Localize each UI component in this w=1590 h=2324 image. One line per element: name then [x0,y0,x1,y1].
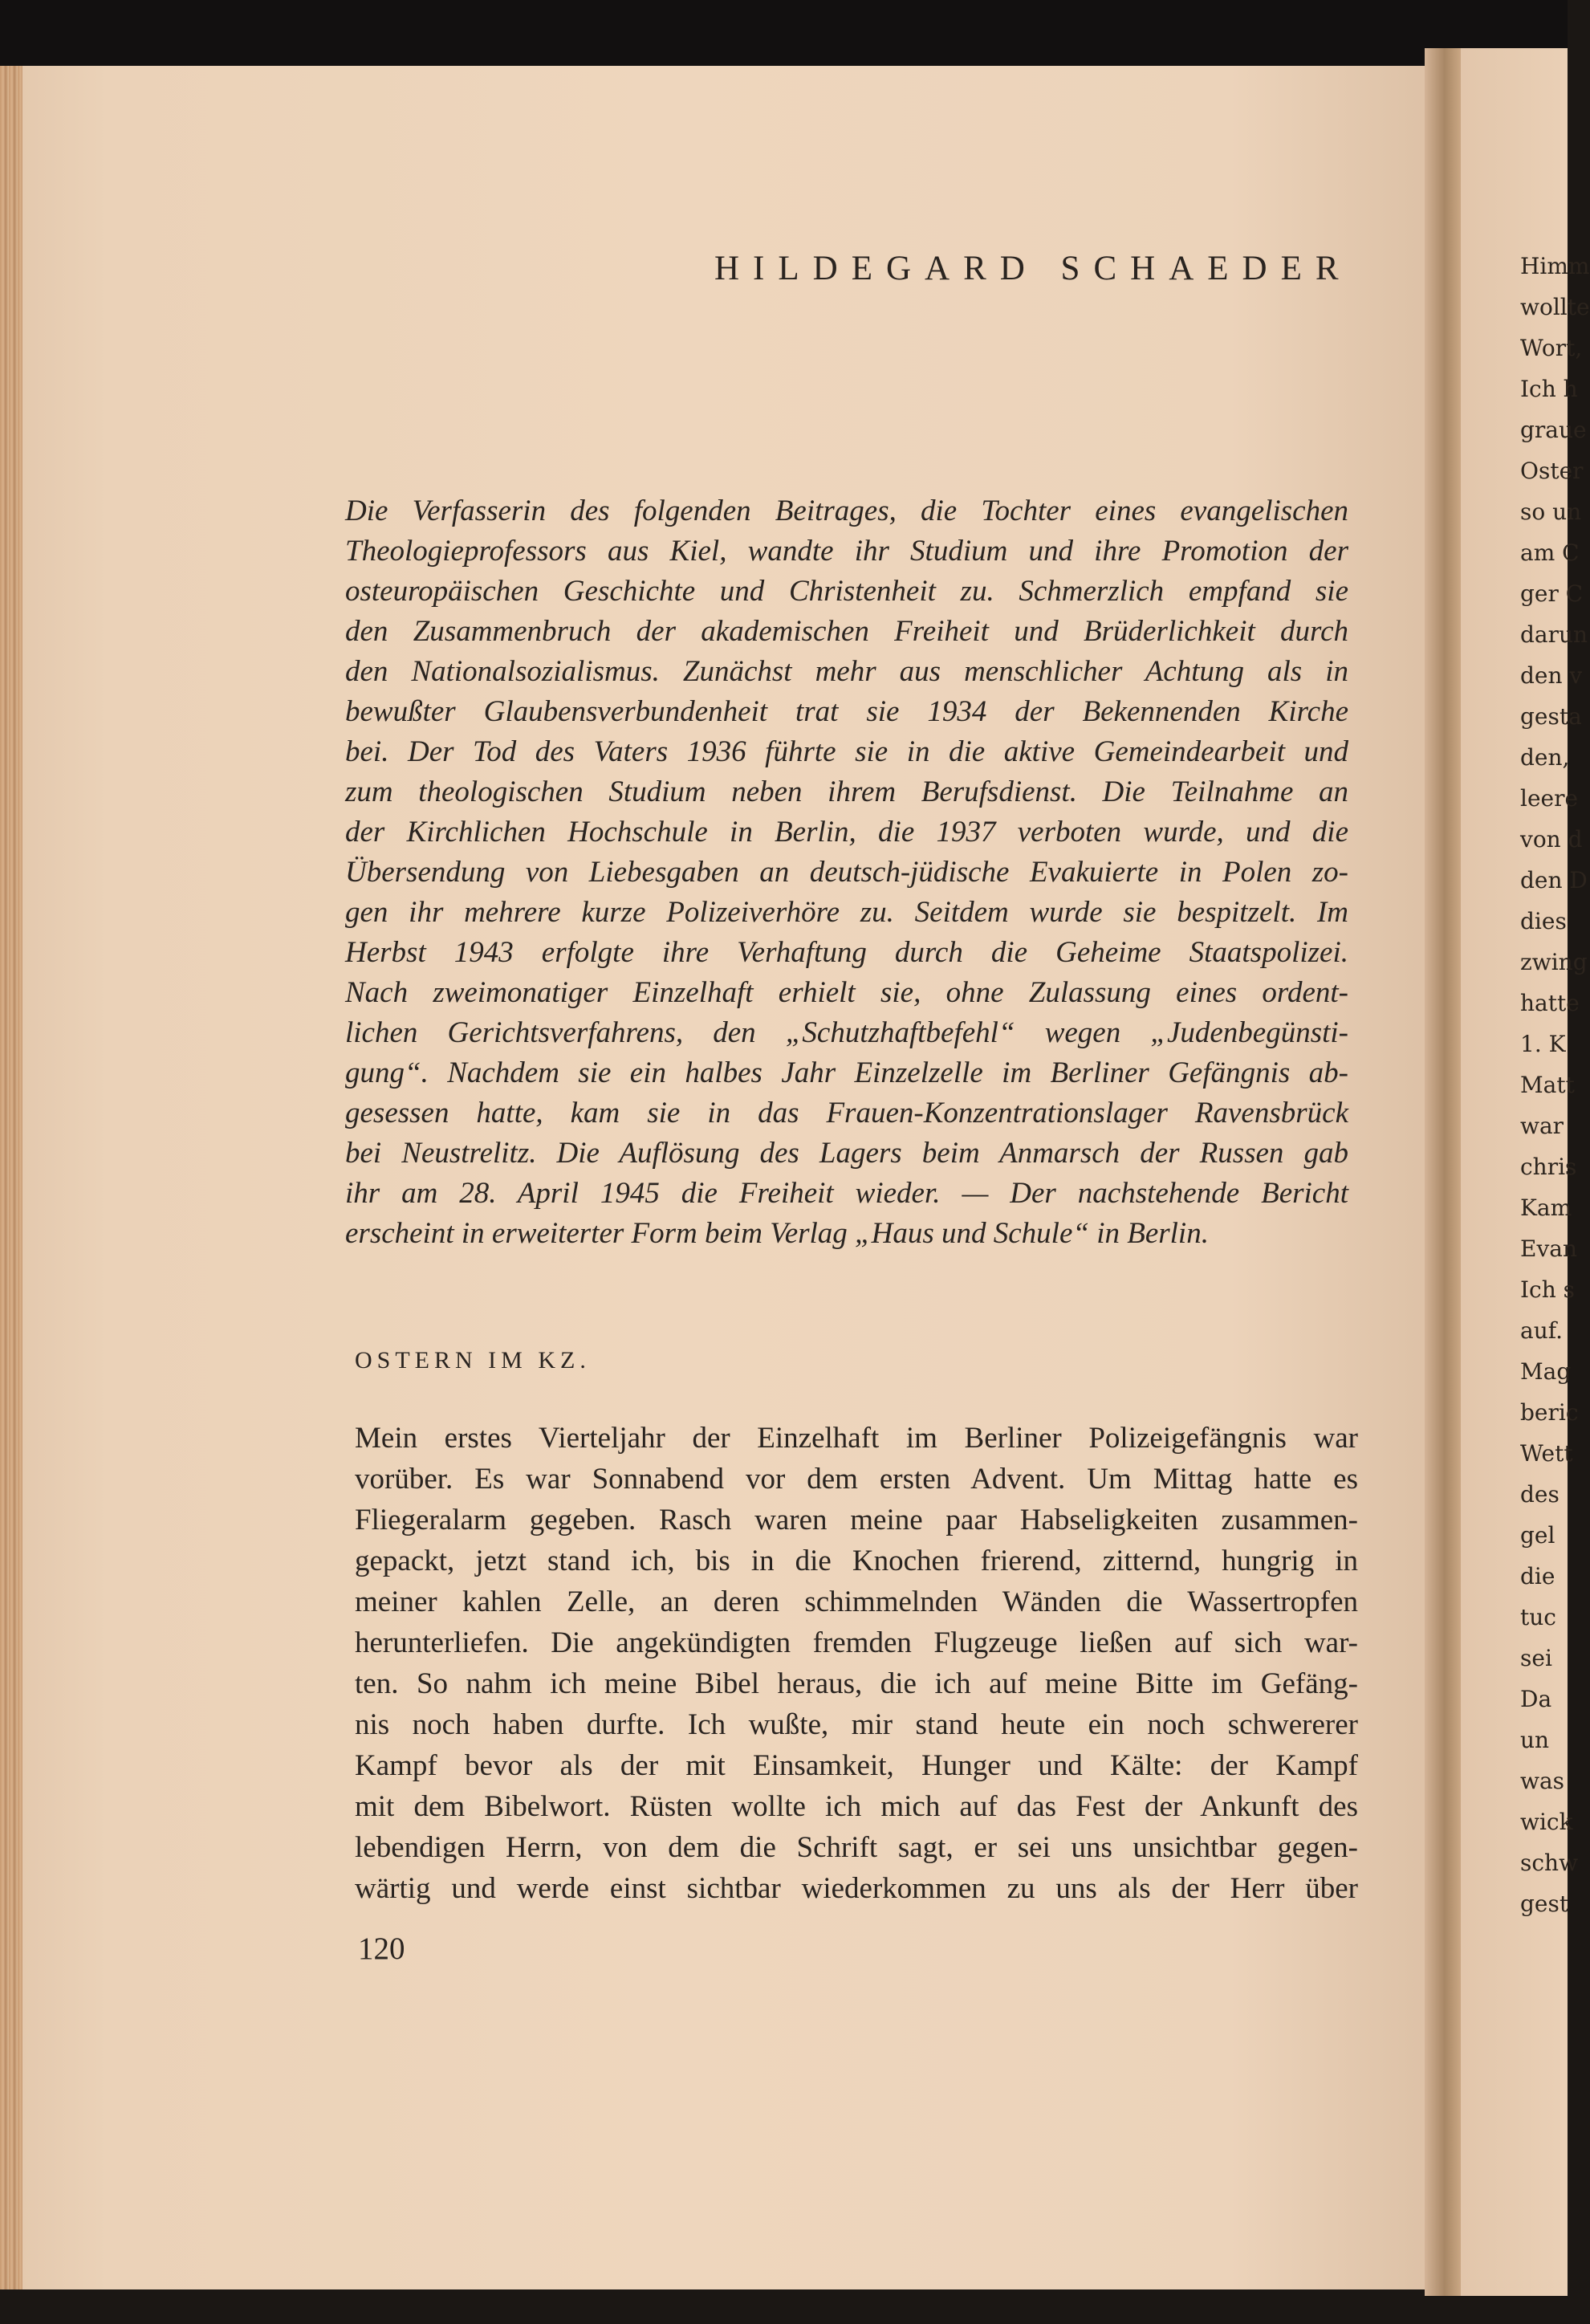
facing-page-fragment: graue [1520,417,1587,443]
intro-paragraph [345,491,1348,1254]
facing-page-fragment: den, [1520,744,1570,771]
text-line: Theologieprofessors aus Kiel, wandte ihr Studium und ihre Promotion der [345,535,1348,568]
facing-page-fragment: des [1520,1481,1560,1508]
facing-page-fragment: auf. [1520,1317,1563,1344]
facing-page-fragment: tuc [1520,1604,1556,1630]
facing-page-fragment: un [1520,1727,1550,1753]
facing-page-fragment: leere [1520,785,1579,812]
facing-page-fragment: Kam [1520,1195,1572,1221]
running-header: HILDEGARD SCHAEDER [714,250,1352,287]
text-line: osteuropäischen Geschichte und Christenheit zu. Schmerzlich empfand sie [345,575,1348,608]
text-line: gung“. Nachdem sie ein halbes Jahr Einzelzelle im Berliner Gefängnis ab- [345,1056,1348,1089]
facing-page-fragment: von d [1520,826,1583,853]
facing-page-fragment: chris [1520,1154,1577,1180]
facing-page-fragment: gel [1520,1522,1555,1549]
text-line: der Kirchlichen Hochschule in Berlin, die 1937 verboten wurde, und die [345,816,1348,849]
text-line: gepackt, jetzt stand ich, bis in die Knochen frierend, zitternd, hungrig in [355,1545,1358,1577]
facing-page-fragment: den D [1520,867,1588,893]
facing-page-fragment: sei [1520,1645,1552,1671]
facing-page-fragment: am C [1520,539,1580,566]
text-line: lichen Gerichtsverfahrens, den „Schutzhaftbefehl“ wegen „Judenbegünsti- [345,1016,1348,1049]
facing-page-fragment: ger C [1520,580,1584,607]
facing-page-fragment: Mag [1520,1358,1572,1385]
facing-page-fragment: dies [1520,908,1567,934]
background-top [0,0,1568,74]
text-line: den Nationalsozialismus. Zunächst mehr aus menschlicher Achtung als in [345,655,1348,688]
facing-page-fragment: Ich h [1520,376,1578,402]
facing-page-fragment: wollte [1520,294,1590,320]
facing-page-fragment: Oster [1520,458,1584,484]
facing-page-fragment: die [1520,1563,1555,1589]
text-line: gesessen hatte, kam sie in das Frauen-Konzentrationslager Ravensbrück [345,1097,1348,1129]
section-title: OSTERN IM KZ. [355,1347,591,1374]
facing-page-fragment: Ich s [1520,1276,1576,1303]
text-line: Herbst 1943 erfolgte ihre Verhaftung durch die Geheime Staatspolizei. [345,936,1348,969]
text-line: gen ihr mehrere kurze Polizeiverhöre zu. Seitdem wurde sie bespitzelt. Im [345,896,1348,929]
text-line: den Zusammenbruch der akademischen Freiheit und Brüderlichkeit durch [345,615,1348,648]
facing-page-fragment: beric [1520,1399,1579,1426]
text-line: bei. Der Tod des Vaters 1936 führte sie in die aktive Gemeindearbeit und [345,735,1348,768]
facing-page [1461,48,1590,2296]
facing-page-fragment: hatte [1520,990,1580,1016]
facing-page-fragment: Wett [1520,1440,1573,1467]
facing-page-fragment: Matt [1520,1072,1575,1098]
text-line: ten. So nahm ich meine Bibel heraus, die ich auf meine Bitte im Gefäng- [355,1667,1358,1700]
text-line: bei Neustrelitz. Die Auflösung des Lagers beim Anmarsch der Russen gab [345,1137,1348,1170]
text-line: nis noch haben durfte. Ich wußte, mir stand heute ein noch schwererer [355,1708,1358,1741]
facing-page-fragment: den v [1520,662,1583,689]
facing-page-fragment: so un [1520,499,1582,525]
text-line: Nach zweimonatiger Einzelhaft erhielt sie, ohne Zulassung eines ordent- [345,976,1348,1009]
facing-page-fragment: Wort, [1520,335,1583,361]
body-paragraph [355,1418,1358,1909]
facing-page-fragment: zwing [1520,949,1588,975]
facing-page-fragment: Himm [1520,253,1590,279]
facing-page-fragment: gest [1520,1891,1569,1917]
facing-page-fragment: Da [1520,1686,1552,1712]
text-line: herunterliefen. Die angekündigten fremden Flugzeuge ließen auf sich war- [355,1626,1358,1659]
facing-page-fragment: darun [1520,621,1588,648]
text-line: bewußter Glaubensverbundenheit trat sie 1934 der Bekennenden Kirche [345,695,1348,728]
facing-page-fragment: war [1520,1113,1564,1139]
text-line: lebendigen Herrn, von dem die Schrift sagt, er sei uns unsichtbar gegen- [355,1831,1358,1864]
text-line: Die Verfasserin des folgenden Beitrages, die Tochter eines evangelischen [345,495,1348,527]
facing-page-fragment: schw [1520,1850,1579,1876]
text-line: Übersendung von Liebesgaben an deutsch-jüdische Evakuierte in Polen zo- [345,856,1348,889]
text-line: vorüber. Es war Sonnabend vor dem ersten Advent. Um Mittag hatte es [355,1463,1358,1496]
text-line: wärtig und werde einst sichtbar wiederkommen zu uns als der Herr über [355,1872,1358,1905]
facing-page-fragment: Evan [1520,1235,1577,1262]
facing-page-fragment: gesta [1520,703,1582,730]
text-line: Mein erstes Vierteljahr der Einzelhaft im Berliner Polizeigefängnis war [355,1422,1358,1455]
text-line: mit dem Bibelwort. Rüsten wollte ich mich auf das Fest der Ankunft des [355,1790,1358,1823]
text-line: Fliegeralarm gegeben. Rasch waren meine paar Habseligkeiten zusammen- [355,1504,1358,1536]
facing-page-fragment: 1. K [1520,1031,1566,1057]
facing-page-fragment: wick [1520,1809,1573,1835]
text-line: erscheint in erweiterter Form beim Verlag „Haus und Schule“ in Berlin. [345,1217,1209,1250]
facing-page-fragment: was [1520,1768,1565,1794]
text-line: Kampf bevor als der mit Einsamkeit, Hunger und Kälte: der Kampf [355,1749,1358,1782]
book-gutter [1425,48,1461,2296]
text-line: ihr am 28. April 1945 die Freiheit wieder. — Der nachstehende Bericht [345,1177,1348,1210]
text-line: meiner kahlen Zelle, an deren schimmelnden Wänden die Wassertropfen [355,1585,1358,1618]
page-number: 120 [358,1931,405,1966]
text-line: zum theologischen Studium neben ihrem Berufsdienst. Die Teilnahme an [345,775,1348,808]
